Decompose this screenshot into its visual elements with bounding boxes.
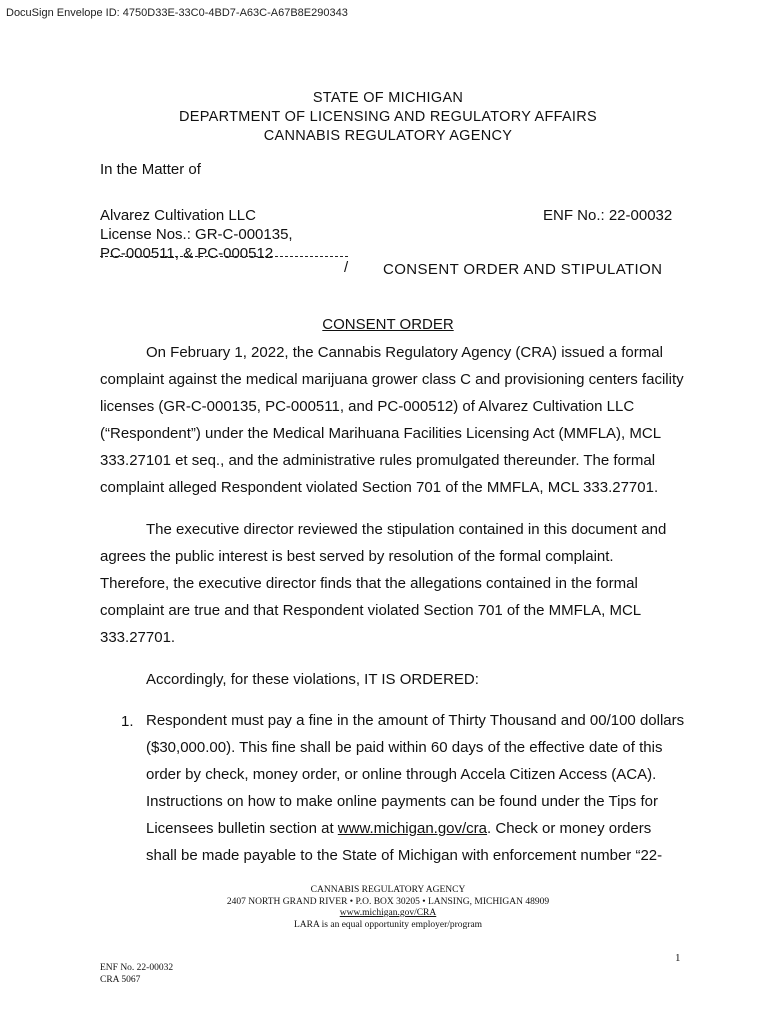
list-item-line: shall be made payable to the State of Michigan with enforcement number “22- [146, 847, 663, 864]
list-item-line: ($30,000.00). This fine shall be paid within 60 days of the effective date of this [146, 739, 663, 756]
page-footer [0, 885, 770, 931]
section-title-consent-order: CONSENT ORDER [322, 316, 454, 333]
list-item-line: Respondent must pay a fine in the amount of Thirty Thousand and 00/100 dollars [146, 712, 685, 729]
footer-eeo-statement: LARA is an equal opportunity employer/program [293, 919, 483, 930]
paragraph-findings [100, 516, 670, 651]
docusign-envelope-id: DocuSign Envelope ID: 4750D33E-33C0-4BD7-A63C-A67B8E290343 [6, 7, 348, 19]
paragraph-line: The executive director reviewed the stipulation contained in this document and [146, 521, 667, 538]
paragraph-line: complaint are true and that Respondent violated Section 701 of the MMFLA, MCL [100, 602, 642, 619]
header-department: DEPARTMENT OF LICENSING AND REGULATORY AFFAIRS [178, 109, 597, 125]
footnote-cra-number: CRA 5067 [100, 975, 141, 985]
paragraph-line: (“Respondent”) under the Medical Marihuana Facilities Licensing Act (MMFLA), MCL [100, 425, 662, 442]
list-item-line: Instructions on how to make online payments can be found under the Tips for [146, 793, 658, 810]
paragraph-line: 333.27101 et seq., and the administrative rules promulgated thereunder. The formal [100, 452, 656, 469]
license-numbers-line1: License Nos.: GR-C-000135, [100, 226, 293, 243]
paragraph-complaint [100, 339, 684, 501]
footnote-enf-number: ENF No. 22-00032 [100, 963, 174, 973]
footer-address: 2407 NORTH GRAND RIVER • P.O. BOX 30205 • LANSING, MICHIGAN 48909 [226, 896, 550, 907]
footer-agency: CANNABIS REGULATORY AGENCY [310, 885, 466, 895]
paragraph-line: 333.27701. [100, 629, 176, 646]
caption-slash: / [344, 259, 349, 276]
enf-number: ENF No.: 22-00032 [543, 207, 673, 224]
list-item-text: Licensees bulletin section at [146, 820, 338, 837]
document-title: CONSENT ORDER AND STIPULATION [383, 261, 663, 278]
list-item-line [146, 815, 666, 842]
in-the-matter-of: In the Matter of [100, 161, 201, 178]
page-number: 1 [675, 952, 681, 964]
respondent-name: Alvarez Cultivation LLC [100, 207, 256, 224]
paragraph-line: complaint against the medical marijuana grower class C and provisioning centers facility [100, 371, 684, 388]
list-item-text: . Check or money orders [487, 820, 652, 837]
paragraph-line: complaint alleged Respondent violated Section 701 of the MMFLA, MCL 333.27701. [100, 479, 659, 496]
list-item-number: 1. [121, 713, 134, 730]
paragraph-line: Therefore, the executive director finds that the allegations contained in the formal [100, 575, 638, 592]
license-numbers-line2: PC-000511, & PC-000512 [100, 245, 274, 262]
caption-dashed-line [100, 256, 348, 257]
footer-website-link[interactable]: www.michigan.gov/CRA [339, 908, 437, 918]
ordered-intro: Accordingly, for these violations, IT IS ORDERED: [146, 671, 479, 688]
paragraph-line: agrees the public interest is best served by resolution of the formal complaint. [100, 548, 614, 565]
paragraph-line: On February 1, 2022, the Cannabis Regulatory Agency (CRA) issued a formal [146, 344, 663, 361]
list-item-fine [146, 707, 685, 869]
paragraph-line: licenses (GR-C-000135, PC-000511, and PC-000512) of Alvarez Cultivation LLC [100, 398, 635, 415]
cra-website-link[interactable]: www.michigan.gov/cra [337, 820, 488, 837]
list-item-line: order by check, money order, or online through Accela Citizen Access (ACA). [146, 766, 657, 783]
header-agency: CANNABIS REGULATORY AGENCY [263, 128, 513, 144]
header-state: STATE OF MICHIGAN [312, 90, 464, 106]
